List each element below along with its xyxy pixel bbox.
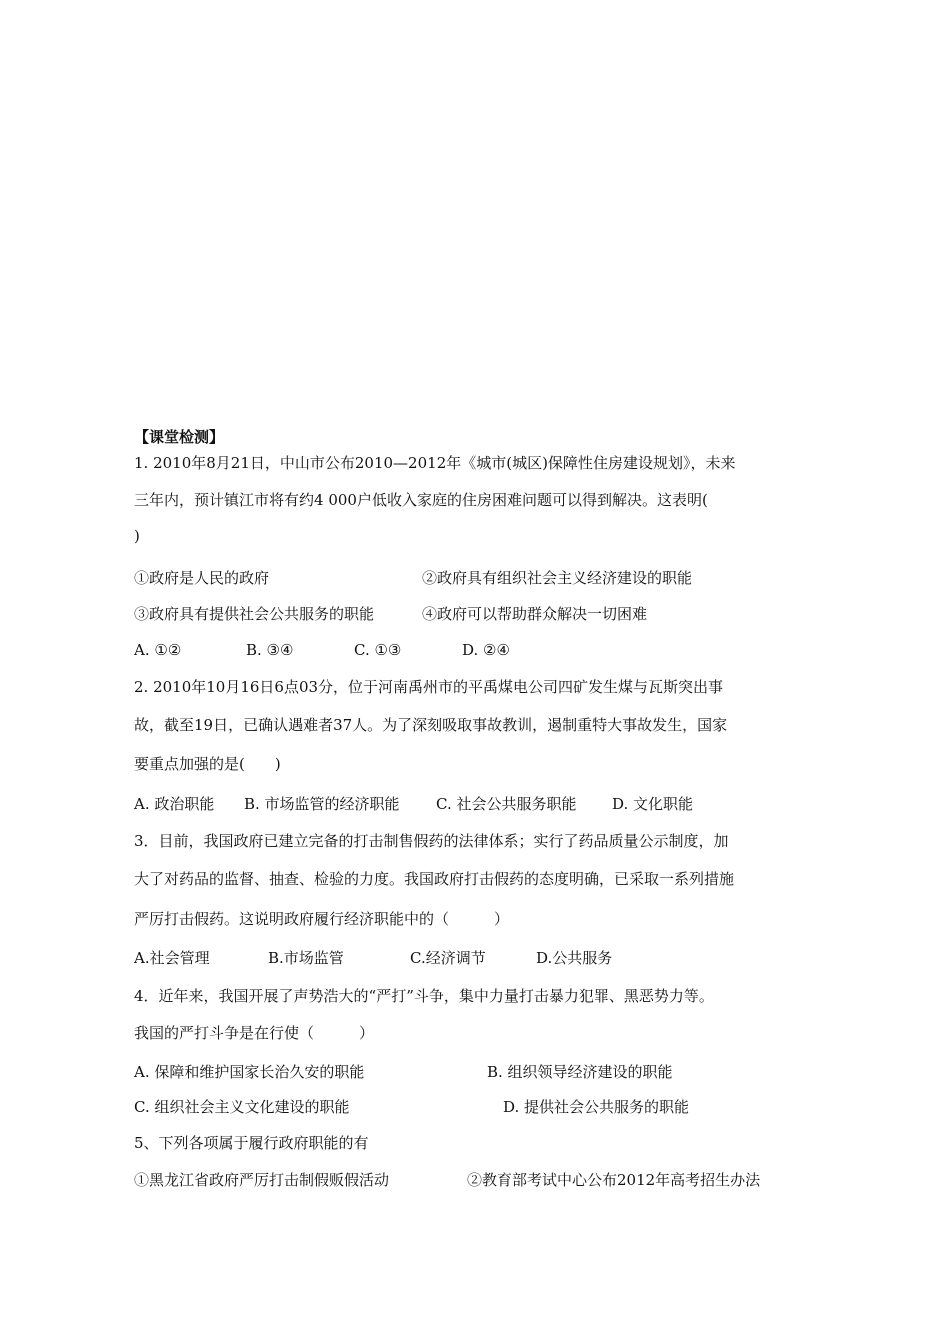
q2-line-2: 故，截至19日，已确认遇难者37人。为了深刻吸取事故教训，遏制重特大事故发生，国家 [134,716,728,734]
q3-choice-a: A.社会管理 [134,949,210,967]
q1-choice-c: C. ①③ [354,641,402,659]
q4-choice-c: C. 组织社会主义文化建设的职能 [134,1098,350,1116]
q2-line-3: 要重点加强的是( ) [134,755,281,773]
q1-option-3: ③政府具有提供社会公共服务的职能 [134,605,375,623]
q3-choice-d: D.公共服务 [536,949,613,967]
q3-line-1: 3．目前，我国政府已建立完备的打击制售假药的法律体系；实行了药品质量公示制度，加 [134,832,729,850]
q4-choice-b: B. 组织领导经济建设的职能 [487,1063,673,1081]
q4-line-1: 4．近年来，我国开展了声势浩大的“严打”斗争，集中力量打击暴力犯罪、黑恶势力等。 [134,987,714,1005]
q1-choice-a: A. ①② [134,641,182,659]
section-title: 【课堂检测】 [134,428,225,446]
q2-choice-b: B. 市场监管的经济职能 [244,795,400,813]
q1-choice-b: B. ③④ [246,641,294,659]
q5-line-1: 5、下列各项属于履行政府职能的有 [134,1134,369,1152]
q1-line-2: 三年内，预计镇江市将有约4 000户低收入家庭的住房困难问题可以得到解决。这表明( [134,491,708,509]
q1-line-1: 1. 2010年8月21日，中山市公布2010—2012年《城市(城区)保障性住房建设规划》，未来 [134,454,736,472]
q5-option-1: ①黑龙江省政府严厉打击制假贩假活动 [134,1171,390,1189]
q4-line-2: 我国的严打斗争是在行使（ ） [134,1024,375,1042]
q3-choice-c: C.经济调节 [410,949,486,967]
q1-choice-d: D. ②④ [462,641,510,659]
q1-option-2: ②政府具有组织社会主义经济建设的职能 [422,569,693,587]
q4-choice-d: D. 提供社会公共服务的职能 [503,1098,690,1116]
q1-line-3: ) [134,527,140,545]
q2-choice-c: C. 社会公共服务职能 [436,795,577,813]
q4-choice-a: A. 保障和维护国家长治久安的职能 [134,1063,365,1081]
q3-line-3: 严厉打击假药。这说明政府履行经济职能中的（ ） [134,910,510,928]
q3-choice-b: B.市场监管 [268,949,344,967]
q2-line-1: 2. 2010年10月16日6点03分，位于河南禹州市的平禹煤电公司四矿发生煤与瓦斯突出事 [134,678,724,696]
q1-option-4: ④政府可以帮助群众解决一切困难 [422,605,648,623]
q3-line-2: 大了对药品的监督、抽查、检验的力度。我国政府打击假药的态度明确，已采取一系列措施 [134,870,735,888]
q1-option-1: ①政府是人民的政府 [134,569,270,587]
q5-option-2: ②教育部考试中心公布2012年高考招生办法 [467,1171,761,1189]
q2-choice-a: A. 政治职能 [134,795,215,813]
q2-choice-d: D. 文化职能 [612,795,694,813]
